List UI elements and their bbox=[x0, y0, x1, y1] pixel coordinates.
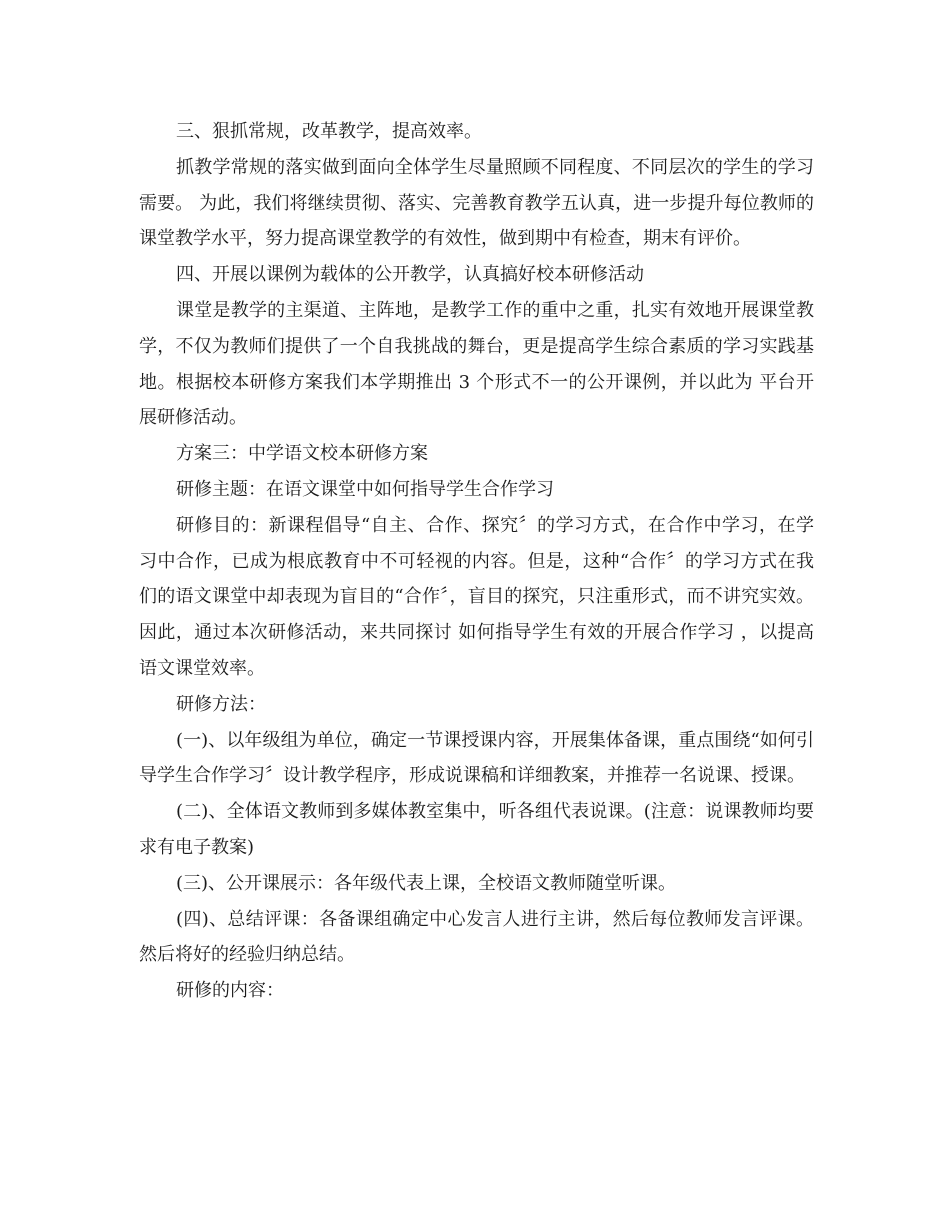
research-purpose: 研修目的：新课程倡导“自主、合作、探究〞的学习方式，在合作中学习，在学习中合作，已成为根底教育中不可轻视的内容。但是，这种“合作〞的学习方式在我们的语文课堂中却表现为盲目的“合作〞，盲目的探究，只注重形式，而不讲究实效。因此，通过本次研修活动，来共同探讨 如何指导学生有效的开展合作学习 ，以提高语文课堂效率。 bbox=[139, 514, 814, 679]
section-heading: 四、开展以课例为载体的公开教学，认真搞好校本研修活动 bbox=[176, 264, 644, 286]
method-item: (二)、全体语文教师到多媒体教室集中，听各组代表说课。(注意：说课教师均要求有电子教案) bbox=[139, 801, 814, 858]
research-content-label: 研修的内容： bbox=[176, 980, 284, 1002]
method-item: (一)、以年级组为单位，确定一节课授课内容，开展集体备课，重点围绕“如何引导学生合作学习〞设计教学程序，形成说课稿和详细教案，并推荐一名说课、授课。 bbox=[139, 729, 814, 787]
body-paragraph: 课堂是教学的主渠道、主阵地，是教学工作的重中之重，扎实有效地开展课堂教学，不仅为教师们提供了一个自我挑战的舞台，更是提高学生综合素质的学习实践基地。根据校本研修方案我们本学期推出 3 个形式不一的公开课例，并以此为 平台开展研修活动。 bbox=[139, 299, 814, 429]
body-paragraph: 抓教学常规的落实做到面向全体学生尽量照顾不同程度、不同层次的学生的学习需要。 为此，我们将继续贯彻、落实、完善教育教学五认真，进一步提升每位教师的课堂教学水平，努力提高课堂教学的有效性，做到期中有检查，期末有评价。 bbox=[139, 156, 814, 250]
document-body bbox=[139, 114, 814, 1009]
plan-title: 方案三：中学语文校本研修方案 bbox=[176, 443, 428, 465]
research-theme: 研修主题：在语文课堂中如何指导学生合作学习 bbox=[176, 478, 554, 500]
research-methods-label: 研修方法： bbox=[176, 693, 266, 715]
method-item: (四)、总结评课：各备课组确定中心发言人进行主讲，然后每位教师发言评课。然后将好的经验归纳总结。 bbox=[139, 908, 814, 966]
section-heading: 三、狠抓常规，改革教学，提高效率。 bbox=[176, 121, 482, 142]
method-item: (三)、公开课展示：各年级代表上课，全校语文教师随堂听课。 bbox=[176, 872, 677, 894]
